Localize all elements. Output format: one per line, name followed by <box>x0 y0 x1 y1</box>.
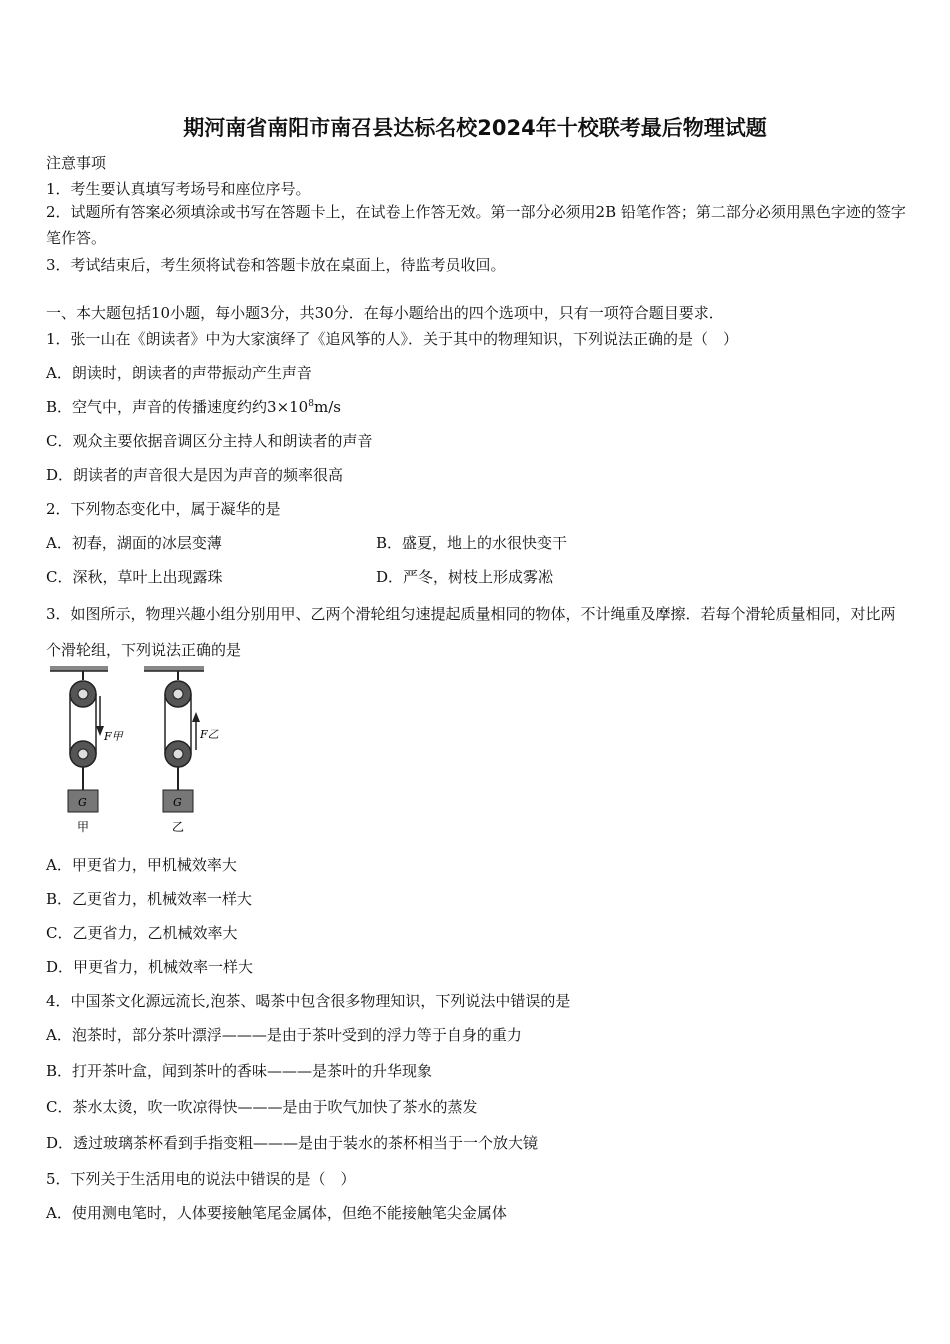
force-label-yi: F乙 <box>200 728 219 741</box>
q1-option-c: C．观众主要依据音调区分主持人和朗读者的声音 <box>46 432 373 450</box>
q4-option-d: D．透过玻璃茶杯看到手指变粗———是由于装水的茶杯相当于一个放大镜 <box>46 1134 539 1152</box>
pulley-system-yi <box>163 671 200 812</box>
q2-option-c: C．深秋，草叶上出现露珠 <box>46 568 223 586</box>
notice-item-2: 2．试题所有答案必须填涂或书写在答题卡上，在试卷上作答无效。第一部分必须用2B 铅笔作答；第二部分必须用黑色字迹的签字笔作答。 <box>46 203 906 247</box>
notice-heading: 注意事项 <box>46 154 107 172</box>
q3-option-a: A．甲更省力，甲机械效率大 <box>46 856 237 874</box>
pulley-system-jia <box>68 671 104 812</box>
weight-label-left: G <box>78 796 87 809</box>
notice-item-1: 1．考生要认真填写考场号和座位序号。 <box>46 180 311 198</box>
caption-jia: 甲 <box>77 820 90 834</box>
q1-stem: 1．张一山在《朗读者》中为大家演绎了《追风筝的人》．关于其中的物理知识，下列说法正确的是（ ） <box>46 330 739 348</box>
caption-yi: 乙 <box>172 820 185 834</box>
q4-stem: 4．中国茶文化源远流长,泡茶、喝茶中包含很多物理知识，下列说法中错误的是 <box>46 992 571 1010</box>
weight-label-right: G <box>173 796 182 809</box>
q1-option-b-exponent: 8 <box>308 399 314 409</box>
q1-option-a: A．朗读时，朗读者的声带振动产生声音 <box>46 364 312 382</box>
q2-option-a: A．初春，湖面的冰层变薄 <box>46 534 222 552</box>
q3-stem: 3．如图所示，物理兴趣小组分别用甲、乙两个滑轮组匀速提起质量相同的物体，不计绳重及摩擦．若每个滑轮质量相同，对比两个滑轮组，下列说法正确的是 <box>46 605 896 659</box>
q5-option-a: A．使用测电笔时，人体要接触笔尾金属体，但绝不能接触笔尖金属体 <box>46 1204 507 1222</box>
q3-option-c: C．乙更省力，乙机械效率大 <box>46 924 238 942</box>
q4-option-c: C．茶水太烫，吹一吹凉得快———是由于吹气加快了茶水的蒸发 <box>46 1098 478 1116</box>
q2-stem: 2．下列物态变化中，属于凝华的是 <box>46 500 281 518</box>
force-label-jia: F甲 <box>104 730 123 743</box>
q1-option-b <box>46 396 341 417</box>
pulley-figure <box>48 666 238 842</box>
q2-option-d: D．严冬，树枝上形成雾凇 <box>376 568 554 586</box>
q3-option-b: B．乙更省力，机械效率一样大 <box>46 890 253 908</box>
q1-option-b-unit: m/s <box>313 398 341 416</box>
notice-item-3: 3．考试结束后，考生须将试卷和答题卡放在桌面上，待监考员收回。 <box>46 256 506 274</box>
q4-option-b: B．打开茶叶盒，闻到茶叶的香味———是茶叶的升华现象 <box>46 1062 433 1080</box>
q1-option-d: D．朗读者的声音很大是因为声音的频率很高 <box>46 466 344 484</box>
q2-option-b: B．盛夏，地上的水很快变干 <box>376 534 568 552</box>
q5-stem: 5．下列关于生活用电的说法中错误的是（ ） <box>46 1170 356 1188</box>
q3-option-d: D．甲更省力，机械效率一样大 <box>46 958 254 976</box>
q4-option-a: A．泡茶时，部分茶叶漂浮———是由于茶叶受到的浮力等于自身的重力 <box>46 1026 522 1044</box>
section-heading: 一、本大题包括10小题，每小题3分，共30分．在每小题给出的四个选项中，只有一项符合题目要求． <box>46 304 724 322</box>
page-title: 期河南省南阳市南召县达标名校2024年十校联考最后物理试题 <box>183 116 767 140</box>
q1-option-b-text: B．空气中，声音的传播速度约约3×10 <box>46 398 309 416</box>
